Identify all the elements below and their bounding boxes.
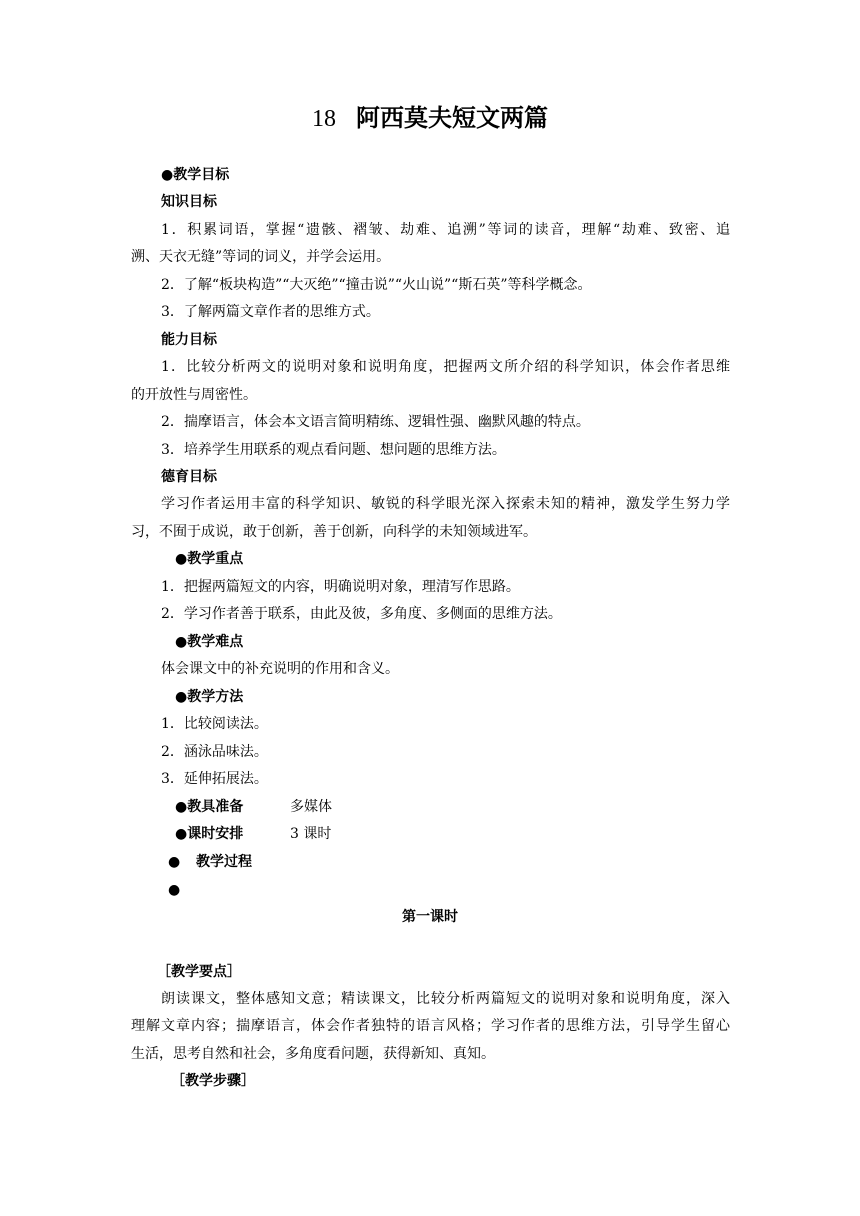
heading-key-points: ●教学重点 bbox=[175, 551, 244, 567]
heading-lesson-steps: ［教学步骤］ bbox=[171, 1073, 255, 1089]
ability-item-1-line-2: 的开放性与周密性。 bbox=[131, 387, 257, 403]
lesson-title: 阿西莫夫短文两篇 bbox=[356, 103, 548, 132]
knowledge-item-3: 3．了解两篇文章作者的思维方式。 bbox=[161, 304, 380, 320]
method-3: 3．延伸拓展法。 bbox=[161, 771, 268, 787]
lesson-points-line-3: 生活，思考自然和社会，多角度看问题，获得新知、真知。 bbox=[131, 1046, 495, 1062]
ability-item-2: 2．揣摩语言，体会本文语言简明精练、逻辑性强、幽默风趣的特点。 bbox=[161, 414, 590, 430]
moral-line-2: 习，不囿于成说，敢于创新，善于创新，向科学的未知领域进军。 bbox=[131, 524, 537, 540]
heading-lesson-points: ［教学要点］ bbox=[157, 964, 241, 980]
heading-methods: ●教学方法 bbox=[175, 689, 244, 705]
lesson-points-line-1: 朗读课文，整体感知文意；精读课文，比较分析两篇短文的说明对象和说明角度，深入 bbox=[161, 991, 730, 1007]
lesson-points-line-2: 理解文章内容；揣摩语言，体会作者独特的语言风格；学习作者的思维方法，引导学生留心 bbox=[131, 1018, 730, 1034]
heading-lesson-1: 第一课时 bbox=[402, 909, 458, 925]
knowledge-item-2: 2．了解“板块构造”“大灭绝”“撞击说”“火山说”“斯石英”等科学概念。 bbox=[161, 277, 592, 293]
empty-bullet: ● bbox=[168, 882, 181, 898]
heading-process: 教学过程 bbox=[196, 854, 252, 870]
ability-item-1-line-1: 1．比较分析两文的说明对象和说明角度，把握两文所介绍的科学知识，体会作者思维 bbox=[161, 359, 730, 375]
hours-value: 3 课时 bbox=[290, 826, 332, 842]
key-point-1: 1．把握两篇短文的内容，明确说明对象，理清写作思路。 bbox=[161, 579, 520, 595]
knowledge-item-1-line-1: 1．积累词语，掌握“遗骸、褶皱、劫难、追溯”等词的读音，理解“劫难、致密、追 bbox=[161, 222, 730, 238]
heading-difficulty: ●教学难点 bbox=[175, 634, 244, 650]
heading-knowledge: 知识目标 bbox=[161, 194, 217, 210]
tools-value: 多媒体 bbox=[290, 799, 332, 815]
process-bullet: ● bbox=[168, 854, 181, 870]
heading-ability: 能力目标 bbox=[161, 332, 217, 348]
method-1: 1．比较阅读法。 bbox=[161, 716, 268, 732]
ability-item-3: 3．培养学生用联系的观点看问题、想问题的思维方法。 bbox=[161, 442, 506, 458]
method-2: 2．涵泳品味法。 bbox=[161, 744, 268, 760]
heading-moral: 德育目标 bbox=[161, 469, 217, 485]
moral-line-1: 学习作者运用丰富的科学知识、敏锐的科学眼光深入探索未知的精神，激发学生努力学 bbox=[161, 496, 730, 512]
difficulty-1: 体会课文中的补充说明的作用和含义。 bbox=[161, 661, 399, 677]
page-title bbox=[0, 102, 860, 135]
key-point-2: 2．学习作者善于联系，由此及彼，多角度、多侧面的思维方法。 bbox=[161, 606, 562, 622]
heading-hours: ●课时安排 bbox=[175, 826, 244, 842]
heading-objectives: ●教学目标 bbox=[161, 167, 230, 183]
heading-tools: ●教具准备 bbox=[175, 799, 244, 815]
knowledge-item-1-line-2: 溯、天衣无缝”等词的词义，并学会运用。 bbox=[131, 249, 391, 265]
lesson-number: 18 bbox=[312, 106, 336, 132]
